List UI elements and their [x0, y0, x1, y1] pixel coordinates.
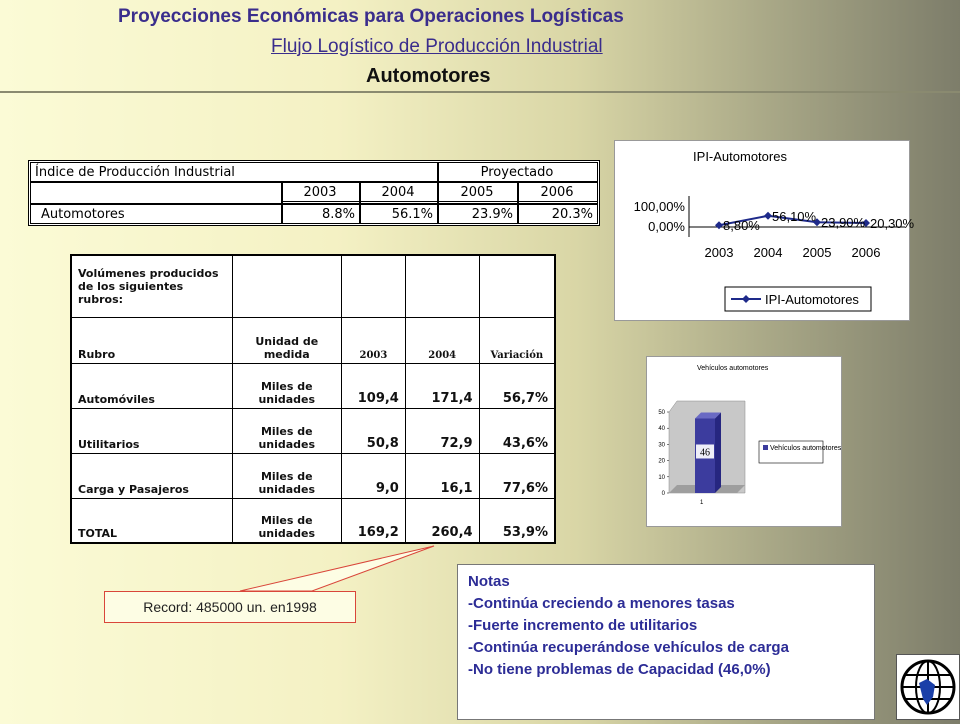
row-2004: 72,9 — [405, 408, 479, 453]
row-variacion: 53,9% — [479, 498, 555, 543]
x-tick-label: 2005 — [802, 245, 832, 260]
legend-label: IPI-Automotores — [765, 292, 859, 307]
notes-title: Notas — [468, 573, 510, 590]
ipi-row-label: Automotores — [41, 207, 125, 222]
x-tick-label: 1 — [700, 500, 704, 506]
ipi-year-2003: 2003 — [303, 185, 337, 200]
ipi-value-2003: 8.8% — [321, 207, 355, 222]
row-2003: 169,2 — [342, 498, 406, 543]
x-tick-label: 2004 — [753, 245, 783, 260]
row-variacion: 43,6% — [479, 408, 555, 453]
y-tick-label: 30 — [658, 442, 665, 449]
legend-swatch — [763, 445, 768, 450]
x-tick-label: 2003 — [704, 245, 734, 260]
row-2003: 9,0 — [342, 453, 406, 498]
x-tick-label: 2006 — [851, 245, 881, 260]
row-variacion: 77,6% — [479, 453, 555, 498]
header-2003: 2003 — [342, 317, 406, 363]
ipi-year-2004: 2004 — [381, 185, 415, 200]
chart-title: IPI-Automotores — [693, 149, 787, 164]
header-2004: 2004 — [405, 317, 479, 363]
globe-logo — [896, 654, 960, 720]
chart-title: Vehículos automotores — [697, 365, 769, 372]
page-subtitle-link[interactable]: Flujo Logístico de Producción Industrial — [271, 36, 603, 57]
row-rubro: TOTAL — [71, 498, 232, 543]
data-point — [715, 221, 723, 229]
legend-label: Vehículos automotores — [770, 445, 842, 452]
data-label: 56,10% — [772, 208, 817, 224]
row-2003: 109,4 — [342, 363, 406, 408]
record-callout: Record: 485000 un. en1998 — [104, 591, 356, 623]
header-divider — [0, 91, 960, 93]
ipi-label: Índice de Producción Industrial — [35, 165, 235, 180]
y-tick-label: 0,00% — [648, 219, 685, 234]
row-unidad: Miles de unidades — [232, 498, 341, 543]
section-title: Automotores — [366, 65, 491, 87]
notes-item: -Continúa recuperándose vehículos de carga — [468, 639, 789, 656]
row-2003: 50,8 — [342, 408, 406, 453]
volumes-intro: Volúmenes producidos de los siguientes rubros: — [71, 255, 232, 317]
ipi-year-2005: 2005 — [460, 185, 494, 200]
y-tick-label: 10 — [658, 474, 665, 481]
ipi-projected-header: Proyectado — [480, 165, 554, 180]
data-point — [764, 212, 772, 220]
vehicles-bar-chart — [646, 356, 842, 527]
ipi-value-2006: 20.3% — [551, 207, 593, 222]
notes-box — [457, 564, 875, 720]
row-unidad: Miles de unidades — [232, 453, 341, 498]
volumes-header-row — [71, 317, 555, 363]
header-rubro: Rubro — [71, 317, 232, 363]
table-row-total — [71, 498, 555, 543]
row-rubro: Utilitarios — [71, 408, 232, 453]
data-label: 23,90% — [821, 215, 866, 231]
row-2004: 171,4 — [405, 363, 479, 408]
notes-item: -Continúa creciendo a menores tasas — [468, 595, 735, 612]
y-tick-label: 50 — [658, 410, 665, 416]
row-variacion: 56,7% — [479, 363, 555, 408]
ipi-value-2004: 56.1% — [391, 207, 433, 222]
y-tick-label: 0 — [661, 491, 665, 497]
data-label: 20,30% — [870, 215, 915, 231]
notes-item: -Fuerte incremento de utilitarios — [468, 617, 698, 634]
notes-item: -No tiene problemas de Capacidad (46,0%) — [468, 661, 771, 678]
row-unidad: Miles de unidades — [232, 408, 341, 453]
ipi-line-chart — [614, 140, 915, 321]
ipi-year-2006: 2006 — [540, 185, 574, 200]
data-label: 8,80% — [723, 218, 760, 234]
data-label: 46 — [700, 447, 710, 459]
ipi-value-2005: 23.9% — [471, 207, 513, 222]
row-2004: 260,4 — [405, 498, 479, 543]
y-tick-label: 40 — [658, 426, 665, 433]
table-row — [71, 408, 555, 453]
page-title: Proyecciones Económicas para Operaciones Logísticas — [118, 6, 624, 27]
row-unidad: Miles de unidades — [232, 363, 341, 408]
row-rubro: Automóviles — [71, 363, 232, 408]
header-unidad: Unidad de medida — [232, 317, 341, 363]
table-row — [71, 363, 555, 408]
y-tick-label: 100,00% — [633, 199, 685, 214]
bar-side — [715, 412, 721, 493]
header-variacion: Variación — [479, 317, 555, 363]
row-rubro: Carga y Pasajeros — [71, 453, 232, 498]
row-2004: 16,1 — [405, 453, 479, 498]
y-tick-label: 20 — [658, 458, 665, 465]
volumes-table — [70, 254, 556, 544]
ipi-table — [28, 160, 600, 226]
table-row — [71, 453, 555, 498]
